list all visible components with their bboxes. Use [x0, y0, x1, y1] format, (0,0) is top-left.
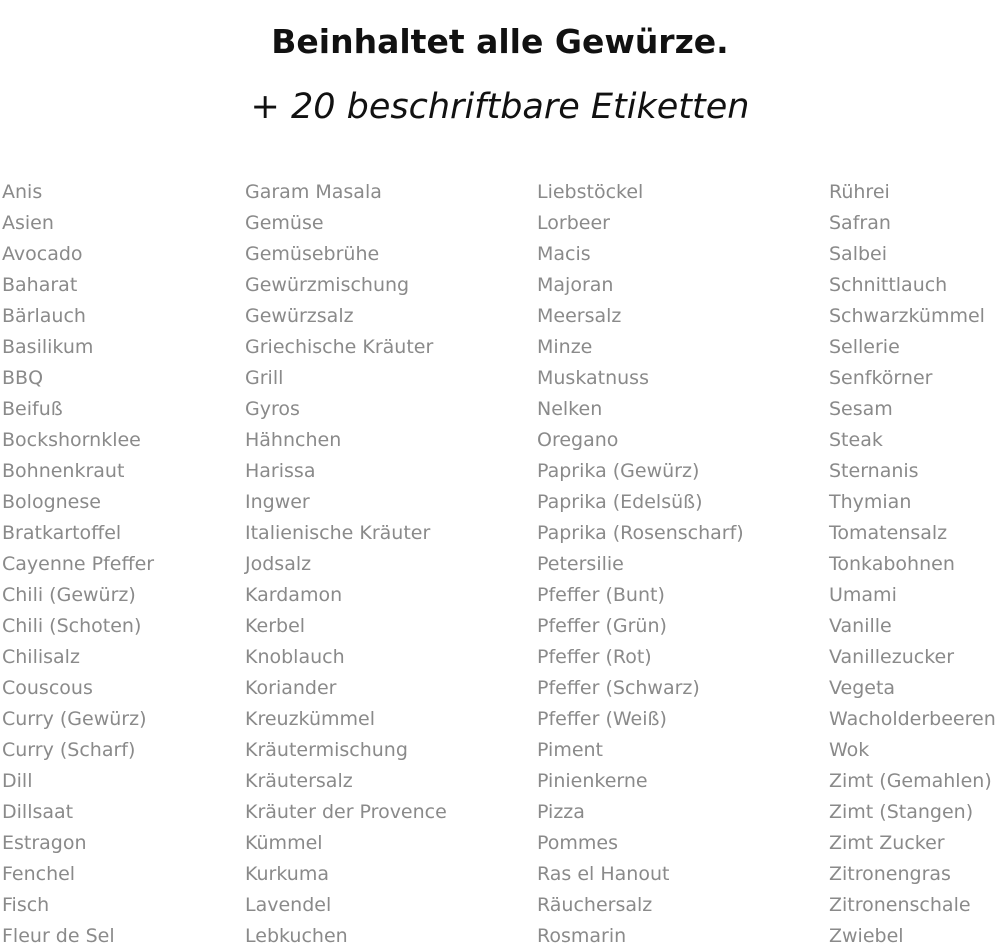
spice-list-item: Vanillezucker — [829, 646, 955, 668]
spice-list-item: Zitronengras — [829, 863, 951, 885]
spice-list-item: Thymian — [829, 491, 912, 513]
spice-list-item: Paprika (Gewürz) — [537, 460, 700, 482]
spice-list-item: Lorbeer — [537, 212, 610, 234]
spice-list-item: Steak — [829, 429, 883, 451]
spice-list-item: Umami — [829, 584, 897, 606]
spice-list-item: BBQ — [2, 367, 44, 389]
spice-list-item: Bärlauch — [2, 305, 86, 327]
spice-list-item: Dillsaat — [2, 801, 74, 823]
spice-list-item: Lebkuchen — [245, 925, 348, 947]
spice-list-item: Pfeffer (Rot) — [537, 646, 652, 668]
spice-column-1 — [2, 177, 154, 952]
spice-list-item: Sesam — [829, 398, 893, 420]
spice-list-item: Jodsalz — [245, 553, 312, 575]
spice-list-item: Zimt (Stangen) — [829, 801, 974, 823]
spice-list-item: Piment — [537, 739, 604, 761]
spice-list-item: Gemüse — [245, 212, 324, 234]
spice-list-item: Fisch — [2, 894, 50, 916]
spice-list-item: Kräutersalz — [245, 770, 353, 792]
spice-list-item: Italienische Kräuter — [245, 522, 431, 544]
spice-list-item: Meersalz — [537, 305, 622, 327]
spice-list-item: Ras el Hanout — [537, 863, 670, 885]
spice-list-item: Harissa — [245, 460, 316, 482]
spice-list-item: Chili (Gewürz) — [2, 584, 136, 606]
spice-list-item: Curry (Gewürz) — [2, 708, 147, 730]
spice-list-item: Kräuter der Provence — [245, 801, 447, 823]
spice-list-item: Nelken — [537, 398, 603, 420]
spice-list-item: Muskatnuss — [537, 367, 649, 389]
spice-list-item: Avocado — [2, 243, 83, 265]
spice-list-item: Grill — [245, 367, 284, 389]
spice-list-item: Kreuzkümmel — [245, 708, 376, 730]
spice-list-item: Asien — [2, 212, 54, 234]
spice-list-item: Zwiebel — [829, 925, 904, 947]
spice-list-item: Minze — [537, 336, 593, 358]
spice-list-item: Tomatensalz — [829, 522, 948, 544]
spice-list-item: Pfeffer (Bunt) — [537, 584, 665, 606]
spice-list-item: Curry (Scharf) — [2, 739, 136, 761]
spice-column-4 — [829, 177, 996, 952]
spice-list-item: Gyros — [245, 398, 300, 420]
page-title: Beinhaltet alle Gewürze. — [271, 22, 729, 62]
spice-list-item: Pfeffer (Grün) — [537, 615, 667, 637]
spice-list-item: Gewürzmischung — [245, 274, 410, 296]
spice-list-item: Bolognese — [2, 491, 101, 513]
spice-list-item: Paprika (Rosenscharf) — [537, 522, 744, 544]
spice-list-item: Beifuß — [2, 398, 63, 420]
spice-list-item: Griechische Kräuter — [245, 336, 434, 358]
spice-list-item: Pfeffer (Schwarz) — [537, 677, 700, 699]
spice-list-item: Petersilie — [537, 553, 624, 575]
spice-list-item: Vanille — [829, 615, 892, 637]
spice-list-item: Bockshornklee — [2, 429, 141, 451]
spice-list-item: Zimt (Gemahlen) — [829, 770, 992, 792]
spice-list-item: Salbei — [829, 243, 888, 265]
spice-list-item: Sellerie — [829, 336, 900, 358]
spice-list-item: Vegeta — [829, 677, 896, 699]
spice-list-item: Rührei — [829, 181, 890, 203]
spice-list-item: Pommes — [537, 832, 619, 854]
spice-list-item: Anis — [2, 181, 43, 203]
spice-list-item: Knoblauch — [245, 646, 345, 668]
spice-list-item: Chilisalz — [2, 646, 80, 668]
spice-list-item: Zitronenschale — [829, 894, 971, 916]
spice-list-item: Chili (Schoten) — [2, 615, 142, 637]
spice-list-item: Majoran — [537, 274, 614, 296]
spice-list-item: Oregano — [537, 429, 619, 451]
page-subtitle: + 20 beschriftbare Etiketten — [250, 87, 750, 128]
spice-list-item: Tonkabohnen — [829, 553, 955, 575]
spice-column-3 — [537, 177, 744, 952]
spice-column-2 — [245, 177, 447, 952]
spice-list-item: Cayenne Pfeffer — [2, 553, 155, 575]
spice-list-item: Basilikum — [2, 336, 94, 358]
spice-list-item: Pfeffer (Weiß) — [537, 708, 667, 730]
spice-list-item: Bratkartoffel — [2, 522, 122, 544]
spice-list-item: Fenchel — [2, 863, 76, 885]
spice-list-item: Estragon — [2, 832, 87, 854]
spice-list-item: Kurkuma — [245, 863, 329, 885]
spice-list-item: Macis — [537, 243, 591, 265]
spice-list-item: Garam Masala — [245, 181, 382, 203]
spice-list-item: Liebstöckel — [537, 181, 644, 203]
spice-list-item: Schnittlauch — [829, 274, 948, 296]
spice-list-item: Rosmarin — [537, 925, 627, 947]
spice-list-item: Sternanis — [829, 460, 919, 482]
spice-list-item: Couscous — [2, 677, 93, 699]
spice-list-item: Safran — [829, 212, 891, 234]
spice-list-item: Baharat — [2, 274, 78, 296]
spice-list-item: Senfkörner — [829, 367, 933, 389]
spice-list-item: Wacholderbeeren — [829, 708, 996, 730]
spice-list-item: Schwarzkümmel — [829, 305, 985, 327]
spice-list-item: Kümmel — [245, 832, 323, 854]
spice-list-item: Räuchersalz — [537, 894, 653, 916]
spice-list-item: Kräutermischung — [245, 739, 408, 761]
spice-list-item: Bohnenkraut — [2, 460, 125, 482]
spice-list-item: Fleur de Sel — [2, 925, 115, 947]
spice-list-item: Kerbel — [245, 615, 306, 637]
spice-list-item: Pinienkerne — [537, 770, 648, 792]
spice-list-item: Gemüsebrühe — [245, 243, 380, 265]
spice-list-item: Zimt Zucker — [829, 832, 945, 854]
spice-list-item: Dill — [2, 770, 33, 792]
spice-list-item: Pizza — [537, 801, 585, 823]
spice-list-item: Hähnchen — [245, 429, 342, 451]
spice-list-item: Kardamon — [245, 584, 343, 606]
spice-list-item: Lavendel — [245, 894, 332, 916]
spice-list-item: Wok — [829, 739, 870, 761]
spice-list-item: Ingwer — [245, 491, 310, 513]
spice-list-item: Gewürzsalz — [245, 305, 354, 327]
spice-list-item: Paprika (Edelsüß) — [537, 491, 703, 513]
spice-list-item: Koriander — [245, 677, 337, 699]
